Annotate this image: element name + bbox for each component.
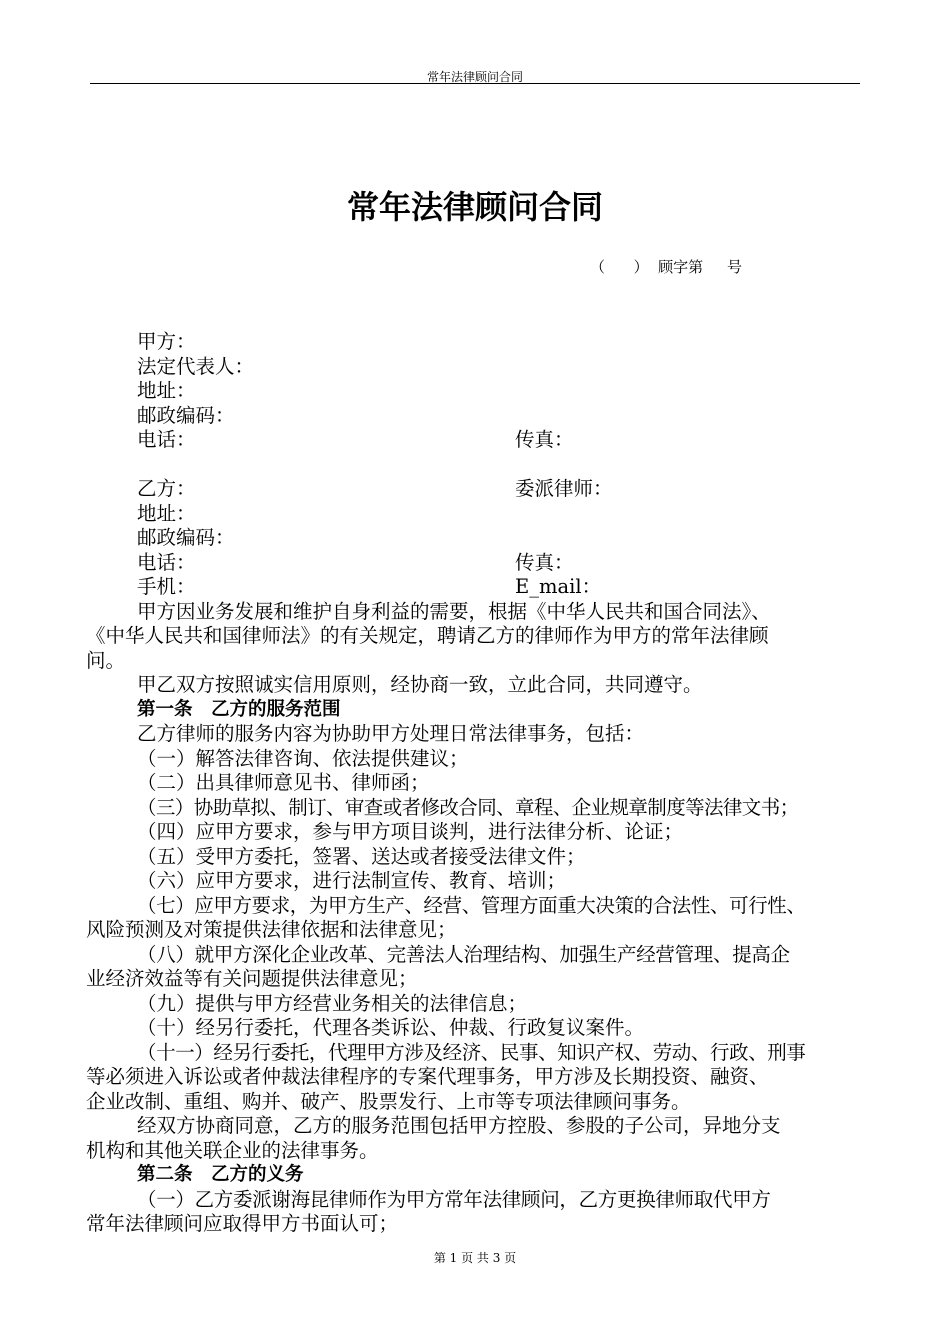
article-1-item-5: （五）受甲方委托，签署、送达或者接受法律文件； — [137, 844, 586, 868]
header-text: 常年法律顾问合同 — [426, 70, 523, 84]
article-1-item-3: （三）协助草拟、制订、审查或者修改合同、章程、企业规章制度等法律文书； — [137, 795, 799, 819]
party-a-phone-fax-row — [86, 428, 861, 453]
party-b-address: 地址： — [137, 501, 196, 525]
article-1-item-7-line-2: 风险预测及对策提供法律依据和法律意见； — [86, 918, 457, 941]
article-2-heading: 第二条 乙方的义务 — [137, 1164, 304, 1185]
article-1-item-8-line-2: 业经济效益等有关问题提供法律意见； — [86, 967, 418, 990]
party-b-phone: 电话： — [137, 550, 196, 574]
article-1-item-7-line-1: （七）应甲方要求，为甲方生产、经营、管理方面重大决策的合法性、可行性、 — [137, 893, 806, 917]
party-b-postcode: 邮政编码： — [137, 526, 235, 549]
header-rule — [90, 83, 860, 84]
party-a-representative: 法定代表人： — [137, 354, 255, 378]
article-1-item-11-line-3: 企业改制、重组、购并、破产、股票发行、上市等专项法律顾问事务。 — [86, 1089, 691, 1113]
article-1-item-2: （二）出具律师意见书、律师函； — [137, 771, 430, 794]
document-title: 常年法律顾问合同 — [346, 188, 603, 226]
party-a-postcode: 邮政编码： — [137, 403, 235, 427]
party-a-phone: 电话： — [137, 428, 196, 451]
intro-line-3: 问。 — [86, 648, 126, 672]
article-2-item-1-line-2: 常年法律顾问应取得甲方书面认可； — [86, 1212, 399, 1235]
party-a-address: 地址： — [137, 379, 196, 402]
party-b-label: 乙方： — [137, 477, 196, 500]
article-1-item-9: （九）提供与甲方经营业务相关的法律信息； — [137, 991, 528, 1015]
party-b-lawyer: 委派律师： — [515, 477, 613, 500]
page-footer: 第 1 页 共 3 页 — [433, 1251, 517, 1265]
article-1-scope-line-1: 经双方协商同意，乙方的服务范围包括甲方控股、参股的子公司，异地分支 — [137, 1114, 781, 1137]
article-1-item-4: （四）应甲方要求，参与甲方项目谈判，进行法律分析、论证； — [137, 820, 684, 843]
article-1-item-8-line-1: （八）就甲方深化企业改革、完善法人治理结构、加强生产经营管理、提高企 — [137, 942, 790, 966]
article-2-item-1-line-1: （一）乙方委派谢海昆律师作为甲方常年法律顾问，乙方更换律师取代甲方 — [137, 1187, 771, 1211]
article-1-item-11-line-1: （十一）经另行委托，代理甲方涉及经济、民事、知识产权、劳动、行政、刑事 — [137, 1040, 806, 1064]
party-b-mobile: 手机： — [137, 575, 196, 598]
party-a-label: 甲方： — [137, 330, 196, 353]
party-a-fax: 传真： — [515, 428, 574, 451]
intro-line-2: 《中华人民共和国律师法》的有关规定，聘请乙方的律师作为甲方的常年法律顾 — [86, 624, 769, 647]
document-number: （ ） 顾字第 号 — [590, 258, 742, 276]
article-1-item-1: （一）解答法律咨询、依法提供建议； — [137, 746, 469, 770]
article-1-item-11-line-2: 等必须进入诉讼或者仲裁法律程序的专案代理事务，甲方涉及长期投资、融资、 — [86, 1065, 769, 1088]
article-1-item-6: （六）应甲方要求，进行法制宣传、教育、培训； — [137, 869, 567, 892]
party-b-mobile-email-row — [86, 575, 861, 600]
party-b-row — [86, 477, 861, 502]
party-b-email: E_mail： — [515, 575, 602, 598]
intro-line-1: 甲方因业务发展和维护自身利益的需要，根据《中华人民共和国合同法》、 — [137, 599, 771, 623]
document-body — [86, 330, 861, 1237]
party-b-fax: 传真： — [515, 550, 574, 574]
article-1-scope-line-2: 机构和其他关联企业的法律事务。 — [86, 1138, 379, 1162]
article-1-lead: 乙方律师的服务内容为协助甲方处理日常法律事务，包括： — [137, 722, 645, 745]
spacer — [86, 453, 861, 478]
article-1-heading: 第一条 乙方的服务范围 — [137, 698, 341, 720]
article-1-item-10: （十）经另行委托，代理各类诉讼、仲裁、行政复议案件。 — [137, 1016, 645, 1039]
party-b-phone-fax-row — [86, 551, 861, 576]
intro-paragraph-2: 甲乙双方按照诚实信用原则，经协商一致，立此合同，共同遵守。 — [137, 673, 703, 696]
